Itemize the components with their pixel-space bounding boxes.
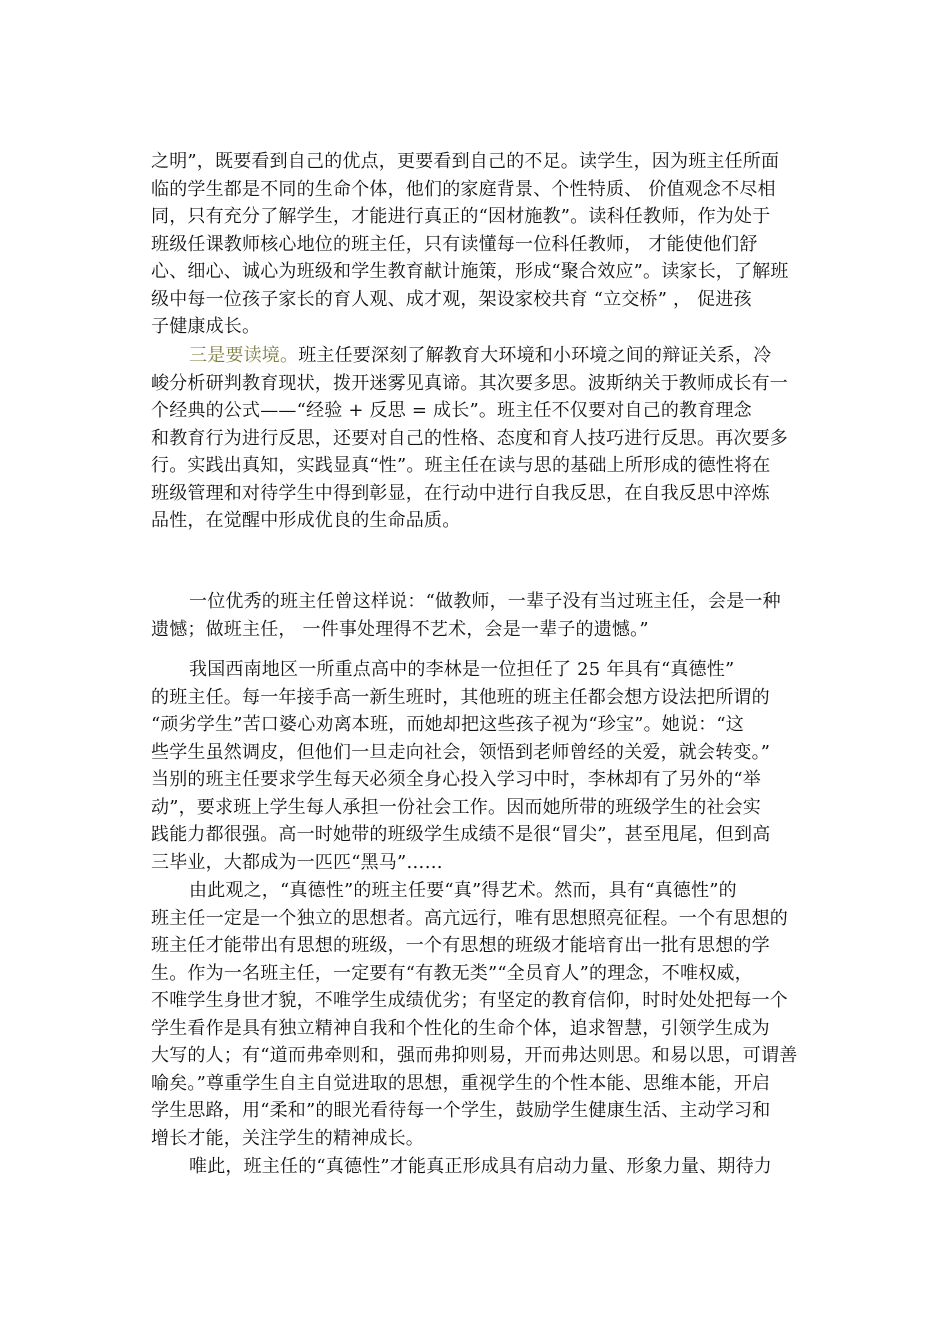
text-line: 班级任课教师核心地位的班主任，只有读懂每一位科任教师， 才能使他们舒 <box>151 233 758 255</box>
text-line: 行。实践出真知，实践显真“性”。班主任在读与思的基础上所形成的德性将在 <box>151 455 771 476</box>
text-segment: 班主任要深刻了解教育大环境和小环境之间的辩证关系，冷 <box>298 345 772 366</box>
text-line: 之明”，既要看到自己的优点，更要看到自己的不足。读学生，因为班主任所面 <box>151 151 780 172</box>
text-line: 我国西南地区一所重点高中的李林是一位担任了 25 年具有“真德性” <box>189 659 735 680</box>
text-line: 学生思路，用“柔和”的眼光看待每一个学生，鼓励学生健康生活、主动学习和 <box>151 1100 771 1121</box>
text-line: 增长才能，关注学生的精神成长。 <box>151 1127 424 1149</box>
text-line: 品性，在觉醒中形成优良的生命品质。 <box>151 510 461 531</box>
paragraph-reading-environment <box>151 342 803 535</box>
text-line: 和教育行为进行反思，还要对自己的性格、态度和育人技巧进行反思。再次要多 <box>151 427 788 449</box>
text-line: 喻矣。”尊重学生自主自觉进取的思想，重视学生的个性本能、思维本能，开启 <box>151 1072 771 1094</box>
text-line: 大写的人；有“道而弗牵则和，强而弗抑则易，开而弗达则思。和易以思，可谓善 <box>151 1045 798 1066</box>
text-line: 生。作为一名班主任，一定要有“有教无类”“全员育人”的理念，不唯权威， <box>151 962 753 984</box>
text-line: 子健康成长。 <box>151 316 261 337</box>
text-line: 一位优秀的班主任曾这样说：“做教师，一辈子没有当过班主任，会是一种 <box>189 591 781 612</box>
paragraph-reading-students <box>151 148 803 341</box>
text-line: 些学生虽然调皮，但他们一旦走向社会，领悟到老师曾经的关爱，就会转变。” <box>151 741 771 763</box>
text-line: 当别的班主任要求学生每天必须全身心投入学习中时，李林却有了另外的“举 <box>151 769 761 790</box>
paragraph-conclusion <box>151 1153 803 1181</box>
paragraph-li-lin-story <box>151 656 803 876</box>
text-line: 三毕业，大都成为一匹匹“黑马”…… <box>151 851 443 873</box>
text-line: 不唯学生身世才貌，不唯学生成绩优劣；有坚定的教育信仰，时时处处把每一个 <box>151 990 788 1011</box>
text-line: 班级管理和对待学生中得到彰显，在行动中进行自我反思，在自我反思中淬炼 <box>151 482 770 504</box>
text-line: 学生看作是具有独立精神自我和个性化的生命个体，追求智慧，引领学生成为 <box>151 1017 770 1039</box>
text-line: 唯此，班主任的“真德性”才能真正形成具有启动力量、形象力量、期待力 <box>189 1156 773 1177</box>
text-line: 班主任一定是一个独立的思想者。高亢远行，唯有思想照亮征程。一个有思想的 <box>151 907 788 929</box>
text-line: 个经典的公式——“经验 + 反思 = 成长”。班主任不仅要对自己的教育理念 <box>151 400 752 421</box>
text-line: 级中每一位孩子家长的育人观、成才观，架设家校共育 “立交桥” ， 促进孩 <box>151 288 752 310</box>
text-line: 峻分析研判教育现状，拨开迷雾见真谛。其次要多思。波斯纳关于教师成长有一 <box>151 372 788 394</box>
text-line: 班主任才能带出有思想的班级，一个有思想的班级才能培育出一批有思想的学 <box>151 935 770 956</box>
text-line-first <box>151 342 803 370</box>
text-line: 临的学生都是不同的生命个体，他们的家庭背景、个性特质、 价值观念不尽相 <box>151 178 776 200</box>
text-line: 由此观之，“真德性”的班主任要“真”得艺术。然而，具有“真德性”的 <box>189 880 737 901</box>
text-line: 遗憾；做班主任， 一件事处理得不艺术，会是一辈子的遗憾。” <box>151 618 649 640</box>
text-line: 动”，要求班上学生每人承担一份社会工作。因而她所带的班级学生的社会实 <box>151 796 761 818</box>
paragraph-quote <box>151 588 803 643</box>
text-line: 心、细心、诚心为班级和学生教育献计施策，形成“聚合效应”。读家长，了解班 <box>151 261 789 282</box>
paragraph-independent-thinker <box>151 877 803 1152</box>
text-line: 践能力都很强。高一时她带的班级学生成绩不是很“冒尖”，甚至甩尾，但到高 <box>151 824 771 845</box>
text-line: “顽劣学生”苦口婆心劝离本班，而她却把这些孩子视为“珍宝”。她说：“这 <box>151 714 745 735</box>
text-line: 同，只有充分了解学生，才能进行真正的“因材施教”。读科任教师，作为处于 <box>151 206 771 227</box>
section-heading-inline: 三是要读境。 <box>189 345 299 366</box>
text-line: 的班主任。每一年接手高一新生班时，其他班的班主任都会想方设法把所谓的 <box>151 686 770 708</box>
